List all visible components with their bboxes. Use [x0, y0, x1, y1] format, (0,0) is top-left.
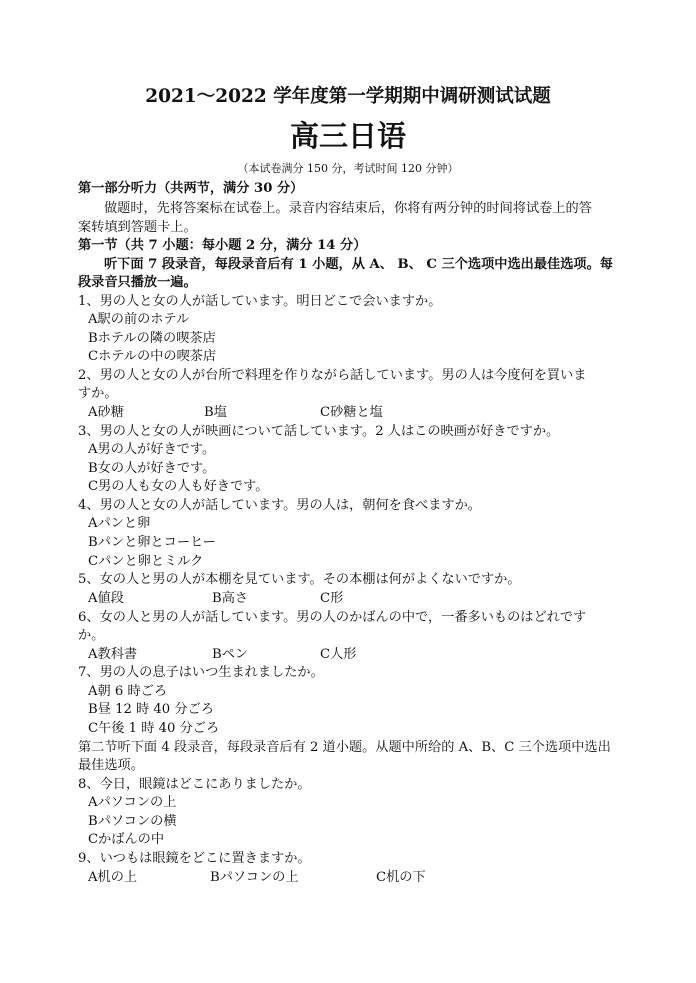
question-9: 9、いつもは眼鏡をどこに置きますか。	[78, 851, 311, 866]
part1-heading: 第一部分听力（共两节，满分 30 分）	[78, 181, 304, 196]
q2-option-a: A砂糖	[88, 405, 124, 420]
section1-instruction-line1: 听下面 7 段录音，每段录音后有 1 小题，从 A、 B、 C 三个选项中选出最佳选项。每	[104, 257, 613, 272]
q3-option-b: B女の人が好きです。	[88, 461, 216, 476]
q4-option-b: Bパンと卵とコーヒー	[88, 535, 216, 550]
question-5: 5、女の人と男の人が本棚を見ています。その本棚は何がよくないですか。	[78, 572, 521, 587]
part1-instruction-line2: 案转填到答题卡上。	[78, 220, 197, 235]
question-6-line1: 6、女の人と男の人が話しています。男の人のかばんの中で，一番多いものはどれです	[78, 610, 587, 625]
exam-title: 2021～2022 学年度第一学期期中调研测试试题	[145, 86, 551, 107]
q7-option-c: C午後 1 時 40 分ごろ	[88, 721, 220, 736]
q7-option-b: B昼 12 時 40 分ごろ	[88, 702, 214, 717]
q1-option-a: A駅の前のホテル	[88, 312, 190, 327]
q9-option-a: A机の上	[88, 870, 138, 885]
q1-option-c: Cホテルの中の喫茶店	[88, 349, 217, 364]
q1-option-b: Bホテルの隣の喫茶店	[88, 331, 216, 346]
q4-option-c: Cパンと卵とミルク	[88, 554, 204, 569]
exam-note: （本试卷满分 150 分，考试时间 120 分钟）	[237, 162, 459, 175]
section2-instruction-line1: 第二节听下面 4 段录音，每段录音后有 2 道小题。从题中所给的 A、B、C 三个选项中选出	[78, 740, 611, 755]
q2-option-c: C砂糖と塩	[320, 405, 383, 420]
q7-option-a: A朝 6 時ごろ	[88, 684, 168, 699]
q8-option-a: Aパソコンの上	[88, 795, 177, 810]
q5-option-c: C形	[320, 591, 344, 606]
q6-option-a: A教科書	[88, 647, 138, 662]
question-6-line2: か。	[78, 628, 105, 643]
question-2-line1: 2、男の人と女の人が台所で料理を作りながら話しています。男の人は今度何を買いま	[78, 368, 587, 383]
subject-title: 高三日语	[289, 119, 406, 153]
q8-option-b: Bパソコンの横	[88, 814, 177, 829]
section1-heading: 第一节（共 7 小题：每小题 2 分，满分 14 分）	[78, 238, 367, 253]
section1-instruction-line2: 段录音只播放一遍。	[78, 275, 197, 290]
section2-instruction-line2: 最佳选项。	[78, 758, 144, 773]
question-4: 4、男の人と女の人が話しています。男の人は，朝何を食べますか。	[78, 498, 481, 513]
part1-instruction-line1: 做题时，先将答案标在试卷上。录音内容结束后，你将有两分钟的时间将试卷上的答	[104, 201, 592, 216]
question-3: 3、男の人と女の人が映画について話しています。2 人はこの映画が好きですか。	[78, 424, 560, 439]
question-7: 7、男の人の息子はいつ生まれましたか。	[78, 665, 324, 680]
q9-option-c: C机の下	[376, 870, 426, 885]
q8-option-c: Cかばんの中	[88, 832, 165, 847]
q2-option-b: B塩	[204, 405, 227, 420]
q6-option-c: C人形	[320, 647, 357, 662]
question-8: 8、今日，眼鏡はどこにありましたか。	[78, 777, 311, 792]
q4-option-a: Aパンと卵	[88, 516, 151, 531]
q3-option-c: C男の人も女の人も好きです。	[88, 479, 269, 494]
question-1: 1、男の人と女の人が話しています。明日どこで会いますか。	[78, 294, 442, 309]
q3-option-a: A男の人が好きです。	[88, 442, 216, 457]
q5-option-b: B高さ	[212, 591, 249, 606]
q5-option-a: A値段	[88, 591, 124, 606]
q9-option-b: Bパソコンの上	[210, 870, 299, 885]
question-2-line2: すか。	[78, 386, 118, 401]
q6-option-b: Bペン	[212, 647, 249, 662]
